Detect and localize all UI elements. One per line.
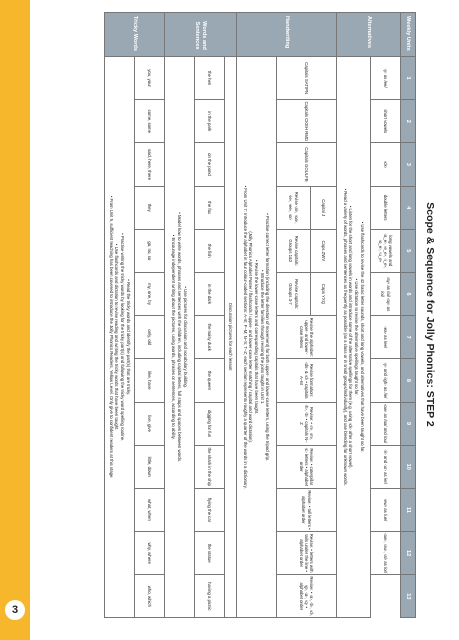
hw-cell: Revise: • ‹n›, ‹m›, ‹h›, ‹b› • capitals N–Z	[277, 402, 337, 445]
alternatives-row	[371, 13, 401, 618]
hw-cell: Revise capitals: Groups 3-7	[277, 272, 311, 315]
hw-cell: Revise capitals: Groups 1&2	[277, 229, 311, 272]
yellow-side-bar	[0, 0, 30, 640]
picture-cell: the fish	[195, 229, 225, 272]
unit-2: 2	[401, 100, 416, 143]
note-line: • Revise the lower-case letters and corresponding capitals that have been taught.	[254, 260, 260, 415]
note-line: • Read the tricky words and identify the part(s) that are tricky.	[125, 279, 131, 396]
hw-cell: Revise: • letters with tails under the line • alphabet order	[277, 532, 337, 575]
note-line: • From Unit 7: Introduce the alphabet in four colour-coded sections: A–E; F–M; N–S; T–Z; each section represents roughly a quarter of the words in a dictionary.	[242, 185, 248, 489]
tricky-cell: go, no, so	[135, 229, 165, 272]
alt-cell: ‹ck›	[371, 143, 401, 186]
picture-cell: in the dark	[195, 272, 225, 315]
tricky-cell: come, some	[135, 100, 165, 143]
alt-cell: ‹ew› as /ue/	[371, 488, 401, 531]
words-pictures-row	[195, 13, 225, 618]
unit-10: 10	[401, 445, 416, 488]
tricky-cell: you, your	[135, 57, 165, 100]
note-line: • Use flashcards to revise the 42 basic letter sounds, short and long vowels, and alternatives that have been taught so far.	[359, 221, 365, 453]
words-discussion-row	[225, 13, 237, 618]
note-line: • Model how to write words, phrases and sentences with the children, including capital letters, full stops and spaces between words.	[177, 212, 183, 463]
tricky-cell: who, which	[135, 575, 165, 618]
picture-cell: on the pond	[195, 143, 225, 186]
hw-cell: Revise the alphabet: upper- and lower-case letters	[277, 316, 337, 359]
hw-cell: Capitals SATIPN	[277, 57, 337, 100]
weekly-units-label: Weekly Units	[401, 13, 416, 57]
hw-cell: Caps YXQ	[311, 272, 337, 315]
hw-cell: Capital J	[311, 186, 337, 229]
unit-1: 1	[401, 57, 416, 100]
alt-cell: double letters	[371, 186, 401, 229]
hw-cell: Capitals GOULFB	[277, 143, 337, 186]
handwriting-notes	[237, 57, 277, 618]
picture-cell: flying the car	[195, 488, 225, 531]
unit-8: 8	[401, 359, 416, 402]
tricky-words-row	[135, 13, 165, 618]
unit-5: 5	[401, 229, 416, 272]
header-row	[401, 13, 416, 618]
page-number: 3	[5, 600, 25, 620]
scope-sequence-table	[104, 12, 416, 618]
tricky-cell: live, give	[135, 402, 165, 445]
hw-cell: Revise ‹ai›, ‹oa›, ‹ie›, ‹ee›, ‹or›	[277, 186, 311, 229]
unit-11: 11	[401, 488, 416, 531]
hw-cell: Revise: • tall letters • alphabet order	[277, 488, 337, 531]
tricky-cell: why, where	[135, 532, 165, 575]
alternatives-notes	[337, 57, 371, 618]
discussion-heading: Discussion pictures for each lesson:	[225, 57, 237, 618]
unit-12: 12	[401, 532, 416, 575]
hw-cell: Revise: • caterpillar ‹c› letters • alphabet order	[277, 445, 337, 488]
handwriting-row-a	[311, 13, 337, 618]
picture-cell: the queen	[195, 359, 225, 402]
tricky-cell: they	[135, 186, 165, 229]
alternatives-notes-row	[337, 13, 371, 618]
words-notes-row	[165, 13, 195, 618]
note-line: • Use pictures for discussion and vocabulary building.	[182, 286, 188, 389]
tricky-cell: my, one, by	[135, 272, 165, 315]
tricky-label: Tricky Words	[105, 13, 165, 57]
picture-cell: the noisy duck	[195, 316, 225, 359]
note-line: • Practise correct letter formation (including the direction of movement) for both upper- and lower-case letters, using the tripod grip.	[265, 213, 271, 462]
hw-cell: Revise formation: ‹ds› & ‹d› • capitals A–M	[277, 359, 337, 402]
alt-cell: ‹aw›, ‹au›, ‹al› as /or/	[371, 532, 401, 575]
unit-6: 6	[401, 272, 416, 315]
note-line: • Use flashcards and dictation to revise reading and writing the tricky words that have been taught.	[114, 243, 120, 431]
unit-13: 13	[401, 575, 416, 618]
alt-cell: ‹ay› as /ai/ ‹oy› as /oi/	[371, 272, 401, 315]
note-line: • Read a variety of words, phrases and sentences as frequently as possible (as a class or in small groups/individually), and use blending for unknown words.	[342, 188, 348, 486]
alt-cell: ‹y› and ‹igh› as /ie/	[371, 359, 401, 402]
rotated-page-content	[42, 12, 444, 617]
tricky-cell: said, here, there	[135, 143, 165, 186]
tricky-cell: little, down	[135, 445, 165, 488]
hw-cell: Revise: • ‹a›, ‹b›, ‹d›, ‹g›, ‹o›, ‹q› • alphabet order	[277, 575, 337, 618]
alt-cell: long vowels and ‹a_e›, ‹e_e›, ‹i_e›, ‹o_e›, ‹u_e›	[371, 229, 401, 272]
hw-cell: Capitals CKEH RMD	[277, 100, 337, 143]
handwriting-notes-row	[237, 13, 277, 618]
alt-cell: ‹ea› as /ee/	[371, 316, 401, 359]
unit-3: 3	[401, 143, 416, 186]
tricky-notes	[105, 57, 135, 618]
words-notes	[165, 57, 195, 618]
handwriting-label: Handwriting	[237, 13, 337, 57]
picture-cell: the hen	[195, 57, 225, 100]
tricky-cell: only, old	[135, 316, 165, 359]
tricky-cell: what, when	[135, 488, 165, 531]
note-line: • From Unit 5, sufficient teaching has been covered to introduce the Jolly Phonics Readers, Yellow Level. Only give to confident readers at this stage.	[108, 195, 114, 479]
note-line: • Practise writing the tricky words by looking for the tricky part(s) and following the tricky word spelling routine.	[119, 233, 125, 442]
picture-cell: in the park	[195, 100, 225, 143]
picture-cell: digging for fun	[195, 402, 225, 445]
unit-9: 9	[401, 402, 416, 445]
page-title: Scope & Sequence for Jolly Phonics: STEP 2	[424, 202, 436, 427]
picture-cell: the statue	[195, 532, 225, 575]
picture-cell: the shark in the ship	[195, 445, 225, 488]
note-line: • Listen for the short and long vowels in words and introduce some of the alternative spellings for them (e.g. using ‹ck› after a short vowel).	[348, 205, 354, 469]
note-line: (Jolly Phonics Alphabet Poster / flashcards / upper- and lower-case letter matching / capital and word dictation).	[248, 231, 254, 444]
unit-7: 7	[401, 316, 416, 359]
tricky-cell: like, have	[135, 359, 165, 402]
unit-4: 4	[401, 186, 416, 229]
picture-cell: having a picnic	[195, 575, 225, 618]
alternatives-label: Alternatives	[337, 13, 401, 57]
hw-cell: Caps ZWV	[311, 229, 337, 272]
alt-cell: ‹ow› as /oa/ and /ou/	[371, 402, 401, 445]
note-line: • Encourage independent writing about the pictures, using words, phrases or sentences, according to ability.	[171, 234, 177, 440]
tricky-notes-row	[105, 13, 135, 618]
alt-cell: ‹y› as /ee/	[371, 57, 401, 100]
alt-cell: ‹ir› and ‹ur› as /er/	[371, 445, 401, 488]
alt-cell: short vowels	[371, 100, 401, 143]
picture-cell: the fox	[195, 186, 225, 229]
note-line: • Use dictation to revise the alternative spellings taught so far.	[353, 278, 359, 396]
note-line: • Introduce the letter families through revising the joins taught in Unit 1.	[259, 269, 265, 405]
words-label: Words and Sentences	[165, 13, 237, 57]
